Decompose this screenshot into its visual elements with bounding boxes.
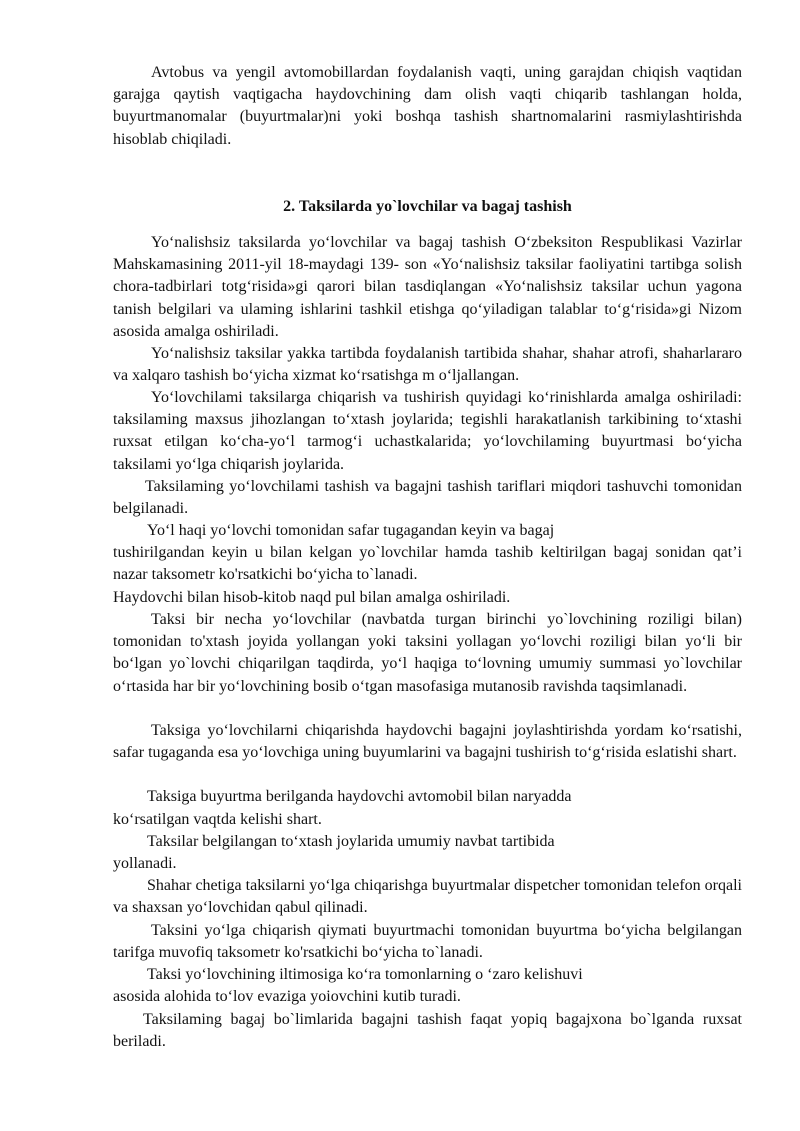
paragraph: tushirilgandan keyin u bilan kelgan yo`lovchilar hamda tashib keltirilgan bagaj sonidan qat’i nazar taksometr ko'rsatkichi bo‘yicha to`lanadi. [113,544,742,584]
paragraph: Yo‘l haqi yo‘lovchi tomonidan safar tugagandan keyin va bagaj [147,522,555,539]
paragraph: Taksilaming yo‘lovchilami tashish va bagajni tashish tariflari miqdori tashuvchi tomonidan belgilanadi. [113,478,742,518]
paragraph: Taksi bir necha yo‘lovchilar (navbatda turgan birinchi yo`lovchining roziligi bilan) tomonidan to'xtash joyida yollangan yoki taksini yollagan yo‘lovchi roziligi bilan yo‘li bir bo‘lgan yo`lovchi chiqarilgan taqdirda, yo‘l haqiga to‘lovning umumiy summasi yo`lovchilar o‘rtasida har bir yo‘lovchining bosib o‘tgan masofasiga mutanosib ravishda taqsimlanadi. [113,611,742,695]
intro-paragraph: Avtobus va yengil avtomobillardan foydalanish vaqti, uning garajdan chiqish vaqtidan garajga qaytish vaqtigacha haydovchining dam olish vaqti chiqarib tashlangan holda, buyurtmanomalar (buyurtmalar)ni yoki boshqa tashish shartnomalarini rasmiylashtirishda hisoblab chiqiladi. [113,64,742,148]
paragraph: Haydovchi bilan hisob-kitob naqd pul bilan amalga oshiriladi. [113,589,511,606]
paragraph: Taksilar belgilangan to‘xtash joylarida umumiy navbat tartibida [147,833,555,850]
paragraph: yollanadi. [113,855,177,872]
paragraph: Shahar chetiga taksilarni yo‘lga chiqarishga buyurtmalar dispetcher tomonidan telefon orqali va shaxsan yo‘lovchidan qabul qilinadi. [113,877,742,917]
paragraph: Yo‘nalishsiz taksilar yakka tartibda foydalanish tartibida shahar, shahar atrofi, shaharlararo va xalqaro tashish bo‘yicha xizmat ko‘rsatishga m o‘ljallangan. [113,345,742,385]
paragraph: ko‘rsatilgan vaqtda kelishi shart. [113,811,322,828]
section-heading: 2. Taksilarda yo`lovchilar va bagaj tashish [283,198,572,215]
paragraph: Taksi yo‘lovchining iltimosiga ko‘ra tomonlarning o ‘zaro kelishuvi [147,966,583,983]
paragraph: Yo‘nalishsiz taksilarda yo‘lovchilar va bagaj tashish O‘zbeksiton Respublikasi Vazirlar Mahskamasining 2011-yil 18-maydagi 139- son «Yo‘nalishsiz taksilar faoliyatini tartibga solish chora-tadbirlari totg‘risida»gi qarori bilan tasdiqlangan «Yo‘nalishsiz taksilar uchun yagona tanish belgilari va ulaming ishlarini tashkil etishga qo‘yiladigan talablar to‘g‘risida»gi Nizom asosida amalga oshiriladi. [113,234,742,340]
paragraph: Yo‘lovchilami taksilarga chiqarish va tushirish quyidagi ko‘rinishlarda amalga oshiriladi: taksilaming maxsus jihozlangan to‘xtash joylarida; tegishli harakatlanish tarkibining to‘xtashi ruxsat etilgan ko‘cha-yo‘l tarmog‘i uchastkalarida; yo‘lovchilaming buyurtmasi bo‘yicha taksilami yo‘lga chiqarish joylarida. [113,389,742,473]
paragraph: asosida alohida to‘lov evaziga yoiovchini kutib turadi. [113,988,461,1005]
paragraph: Taksini yo‘lga chiqarish qiymati buyurtmachi tomonidan buyurtma bo‘yicha belgilangan tarifga muvofiq taksometr ko'rsatkichi bo‘yicha to`lanadi. [113,922,742,962]
paragraph: Taksilaming bagaj bo`limlarida bagajni tashish faqat yopiq bagajxona bo`lganda ruxsat beriladi. [113,1011,742,1051]
paragraph: Taksiga yo‘lovchilarni chiqarishda haydovchi bagajni joylashtirishda yordam ko‘rsatishi, safar tugaganda esa yo‘lovchiga uning buyumlarini va bagajni tushirish to‘g‘risida eslatishi shart. [113,722,742,762]
paragraph: Taksiga buyurtma berilganda haydovchi avtomobil bilan naryadda [147,788,572,805]
